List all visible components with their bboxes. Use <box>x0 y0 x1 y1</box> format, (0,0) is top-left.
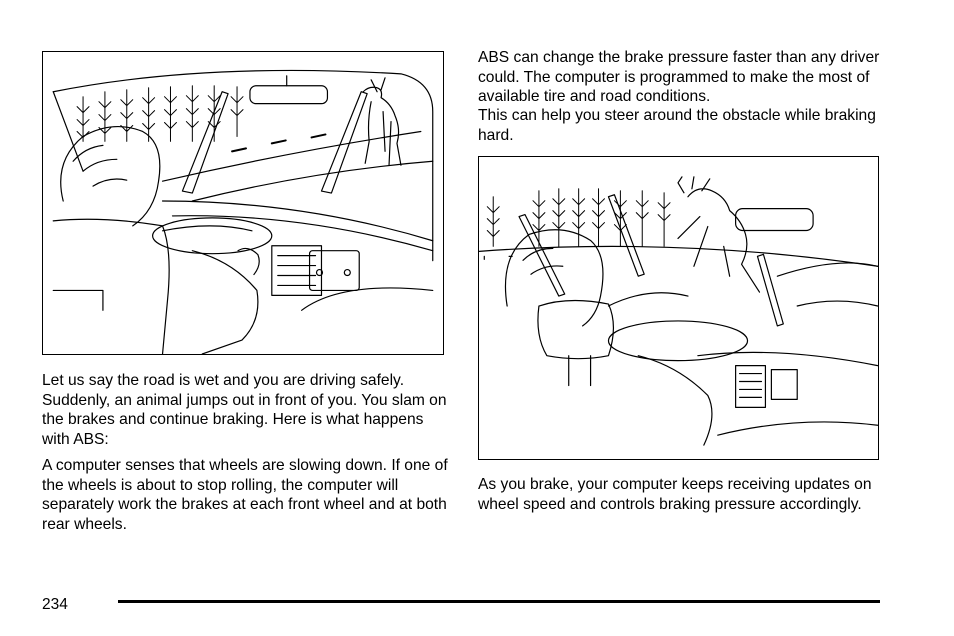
paragraph-computer-senses: A computer senses that wheels are slowing down. If one of the wheels is about to stop rolling, the computer will separately work the brakes at each front wheel and at both rear wheels. <box>42 457 448 533</box>
page-number: 234 <box>42 596 68 613</box>
driver-deer-drawing <box>43 52 443 354</box>
deer-jump-drawing <box>479 157 878 459</box>
illustration-driver-sees-deer <box>42 51 444 355</box>
paragraph-abs-pressure: ABS can change the brake pressure faster than any driver could. The computer is programmed to make the most of available tire and road conditions. <box>478 49 880 105</box>
footer-rule <box>118 600 880 603</box>
paragraph-steer-around: This can help you steer around the obstacle while braking hard. <box>478 107 876 144</box>
paragraph-wheel-speed-updates: As you brake, your computer keeps receiving updates on wheel speed and controls braking pressure accordingly. <box>478 476 872 513</box>
paragraph-animal-scenario: Let us say the road is wet and you are driving safely. Suddenly, an animal jumps out in front of you. You slam on the brakes and continue braking. Here is what happens with ABS: <box>42 372 447 448</box>
illustration-deer-jumps-braking <box>478 156 879 460</box>
